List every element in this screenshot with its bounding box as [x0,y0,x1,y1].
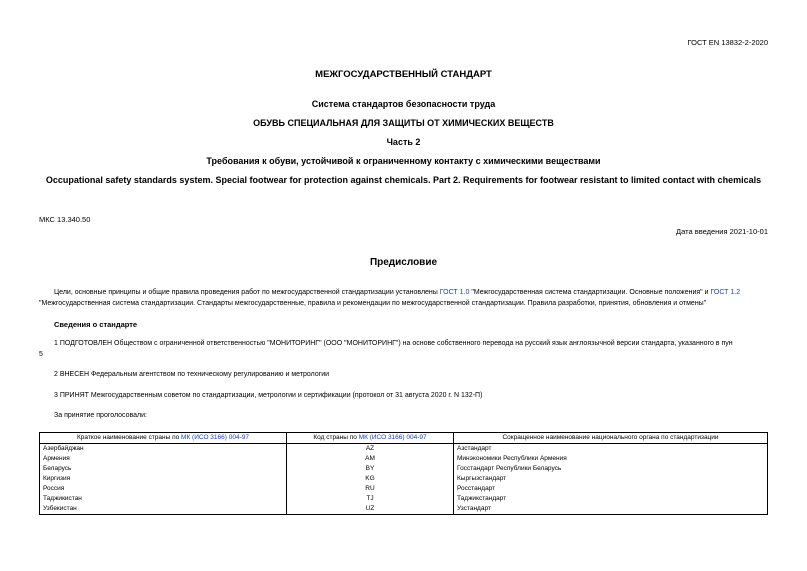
national-body: Госстандарт Республики Беларусь [454,464,768,474]
intro-text-b: "Межгосударственная система стандартизации. Основные положения" и [469,289,711,296]
country-name: Россия [40,484,287,494]
country-name: Армения [40,454,287,464]
english-title: Occupational safety standards system. Special footwear for protection against chemicals. Part 2. Requirements for footwear resistant to limited contact with chemicals [45,175,762,185]
table-row [40,504,768,515]
header-country-name [40,433,287,444]
table-row [40,494,768,504]
subject-title: ОБУВЬ СПЕЦИАЛЬНАЯ ДЛЯ ЗАЩИТЫ ОТ ХИМИЧЕСКИХ ВЕЩЕСТВ [253,118,554,128]
preface-intro-line1 [39,287,740,298]
voting-countries-table [39,432,768,515]
gost-1-0-link[interactable]: ГОСТ 1.0 [439,289,470,296]
national-body: Минэкономики Республики Армения [454,454,768,464]
national-body: Росстандарт [454,484,768,494]
voted-label: За принятие проголосовали: [54,412,147,419]
header-national-body: Сокращенное наименование национального органа по стандартизации [454,433,768,444]
preface-heading: Предисловие [369,257,438,268]
country-code: AZ [287,444,454,455]
country-name: Киргизия [40,474,287,484]
country-name: Беларусь [40,464,287,474]
table-row [40,454,768,464]
standard-info-heading: Сведения о стандарте [54,320,138,329]
country-name: Узбекистан [40,504,287,515]
item-adopted: 3 ПРИНЯТ Межгосударственным советом по стандартизации, метрологии и сертификации (протокол от 31 августа 2020 г. N 132-П) [54,392,483,399]
gost-1-2-link[interactable]: ГОСТ 1.2 [710,289,741,296]
header-code-text: Код страны по [313,434,359,441]
preface-intro-line2: "Межгосударственная система стандартизации. Стандарты межгосударственные, правила и рекомендации по межгосударственной стандартизации. Правила разработки, принятия, обновления и отмены" [39,300,707,307]
intro-date: Дата введения 2021-10-01 [676,227,768,236]
country-code: BY [287,464,454,474]
country-code: KG [287,474,454,484]
mk-iso-link-col2[interactable]: МК (ИСО 3166) 004-97 [358,434,427,441]
table-row [40,474,768,484]
national-body: Узстандарт [454,504,768,515]
gost-code: ГОСТ EN 13832-2-2020 [687,38,768,47]
document-title: МЕЖГОСУДАРСТВЕННЫЙ СТАНДАРТ [315,69,492,80]
item-prepared: 1 ПОДГОТОВЛЕН Обществом с ограниченной ответственностью "МОНИТОРИНГ" (ООО "МОНИТОРИНГ") на основе собственного перевода на русский язык англоязычной версии стандарта, указанного в пун [54,340,733,347]
country-code: AM [287,454,454,464]
national-body: Кыргызстандарт [454,474,768,484]
requirements-title: Требования к обуви, устойчивой к ограниченному контакту с химическими веществами [206,156,601,166]
item-submitted: 2 ВНЕСЕН Федеральным агентством по техническому регулированию и метрологии [54,371,330,378]
part-title: Часть 2 [386,137,421,147]
national-body: Азстандарт [454,444,768,455]
intro-text-a: Цели, основные принципы и общие правила проведения работ по межгосударственной стандартизации установлены [54,289,440,296]
national-body: Таджикстандарт [454,494,768,504]
mk-iso-link-col1[interactable]: МК (ИСО 3166) 004-97 [181,434,249,441]
header-country-code [287,433,454,444]
table-header-row [40,433,768,444]
table-row [40,484,768,494]
header-country-text: Краткое наименование страны по [77,434,182,441]
country-name: Азербайджан [40,444,287,455]
mks-code: МКС 13.340.50 [39,215,91,224]
country-code: TJ [287,494,454,504]
item-prepared-continuation: 5 [39,351,43,358]
country-code: RU [287,484,454,494]
system-title: Система стандартов безопасности труда [311,99,496,109]
table-row [40,444,768,455]
country-code: UZ [287,504,454,515]
table-row [40,464,768,474]
country-name: Таджикистан [40,494,287,504]
